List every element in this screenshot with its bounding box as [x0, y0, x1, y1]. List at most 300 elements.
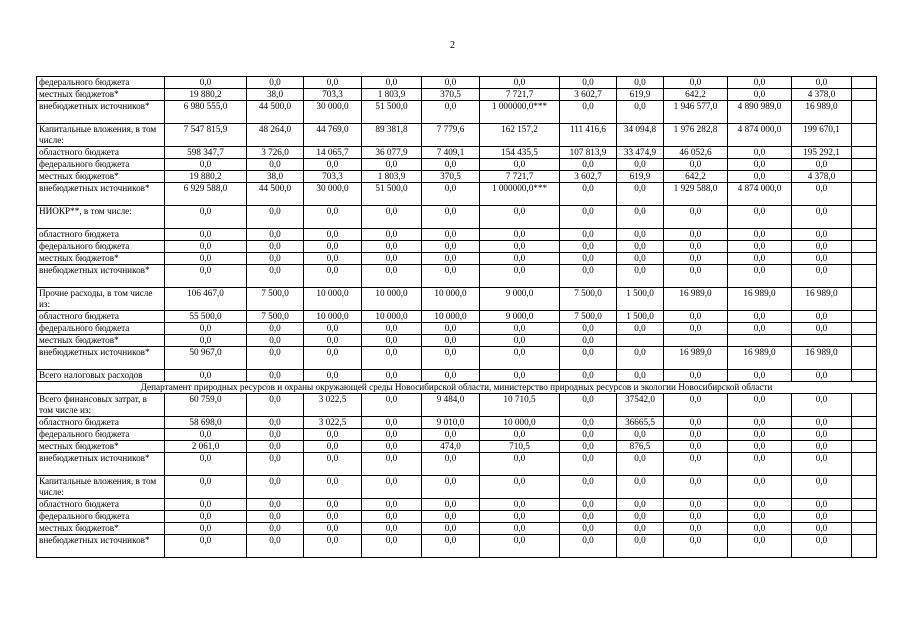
value-cell: 0,0: [728, 206, 792, 229]
row-label: областного бюджета: [37, 229, 165, 241]
value-cell: 10 000,0: [362, 311, 422, 323]
value-cell: 0,0: [728, 229, 792, 241]
value-cell: 0,0: [728, 241, 792, 253]
value-cell: 0,0: [728, 535, 792, 558]
value-cell: [852, 241, 877, 253]
row-label: внебюджетных источников*: [37, 265, 165, 288]
value-cell: 199 670,1: [792, 124, 852, 147]
value-cell: 0,0: [362, 453, 422, 476]
value-cell: 0,0: [247, 535, 304, 558]
value-cell: [852, 206, 877, 229]
value-cell: 0,0: [165, 453, 247, 476]
value-cell: 0,0: [362, 323, 422, 335]
value-cell: 0,0: [728, 370, 792, 382]
value-cell: 0,0: [664, 77, 728, 89]
value-cell: 0,0: [728, 417, 792, 429]
value-cell: 0,0: [362, 523, 422, 535]
value-cell: 0,0: [304, 229, 362, 241]
value-cell: 0,0: [560, 206, 617, 229]
value-cell: 370,5: [422, 171, 480, 183]
value-cell: 1 500,0: [617, 311, 664, 323]
value-cell: 0,0: [362, 253, 422, 265]
value-cell: 0,0: [664, 394, 728, 417]
table-row: [37, 101, 877, 124]
value-cell: 0,0: [560, 394, 617, 417]
table-row: [37, 370, 877, 382]
value-cell: 37542,0: [617, 394, 664, 417]
table-row: [37, 241, 877, 253]
value-cell: 474,0: [422, 441, 480, 453]
value-cell: 0,0: [247, 511, 304, 523]
value-cell: 1 803,9: [362, 89, 422, 101]
value-cell: 154 435,5: [480, 147, 560, 159]
value-cell: [852, 394, 877, 417]
value-cell: 10 000,0: [304, 288, 362, 311]
value-cell: 0,0: [728, 265, 792, 288]
value-cell: 0,0: [560, 535, 617, 558]
table-row: [37, 89, 877, 101]
value-cell: 0,0: [560, 441, 617, 453]
value-cell: 0,0: [664, 453, 728, 476]
table-row: [37, 347, 877, 370]
row-label: федерального бюджета: [37, 77, 165, 89]
value-cell: 0,0: [480, 241, 560, 253]
value-cell: [852, 159, 877, 171]
value-cell: 0,0: [792, 370, 852, 382]
value-cell: 642,2: [664, 89, 728, 101]
row-label: Всего налоговых расходов: [37, 370, 165, 382]
value-cell: 0,0: [362, 370, 422, 382]
value-cell: 0,0: [560, 101, 617, 124]
value-cell: 0,0: [792, 429, 852, 441]
value-cell: 0,0: [165, 370, 247, 382]
value-cell: 0,0: [617, 229, 664, 241]
row-label: федерального бюджета: [37, 159, 165, 171]
value-cell: 0,0: [422, 265, 480, 288]
value-cell: [852, 77, 877, 89]
value-cell: [852, 535, 877, 558]
value-cell: 10 000,0: [304, 311, 362, 323]
value-cell: 0,0: [617, 347, 664, 370]
value-cell: 0,0: [728, 159, 792, 171]
value-cell: 0,0: [247, 347, 304, 370]
value-cell: 0,0: [664, 429, 728, 441]
value-cell: 0,0: [664, 311, 728, 323]
value-cell: 89 381,8: [362, 124, 422, 147]
value-cell: [852, 476, 877, 499]
value-cell: 0,0: [480, 499, 560, 511]
value-cell: [852, 499, 877, 511]
value-cell: [852, 288, 877, 311]
value-cell: [852, 417, 877, 429]
value-cell: 0,0: [362, 394, 422, 417]
value-cell: [792, 335, 852, 347]
value-cell: 0,0: [664, 417, 728, 429]
table-row: [37, 429, 877, 441]
value-cell: 0,0: [304, 453, 362, 476]
value-cell: 0,0: [247, 441, 304, 453]
value-cell: 0,0: [247, 229, 304, 241]
value-cell: 0,0: [617, 535, 664, 558]
value-cell: 38,0: [247, 89, 304, 101]
value-cell: 0,0: [792, 441, 852, 453]
value-cell: 0,0: [792, 323, 852, 335]
value-cell: 0,0: [664, 241, 728, 253]
value-cell: 0,0: [560, 476, 617, 499]
value-cell: [852, 183, 877, 206]
value-cell: 0,0: [728, 441, 792, 453]
value-cell: 0,0: [560, 523, 617, 535]
value-cell: 44 769,0: [304, 124, 362, 147]
value-cell: 0,0: [422, 499, 480, 511]
row-label: местных бюджетов*: [37, 335, 165, 347]
section-title: Департамент природных ресурсов и охраны окружающей среды Новосибирской области, министерство природных ресурсов и экологии Новосибирской области: [37, 382, 877, 394]
value-cell: 0,0: [792, 241, 852, 253]
value-cell: 0,0: [422, 335, 480, 347]
table-row: [37, 147, 877, 159]
value-cell: 0,0: [422, 453, 480, 476]
value-cell: 30 000,0: [304, 101, 362, 124]
value-cell: 0,0: [664, 499, 728, 511]
value-cell: 0,0: [362, 535, 422, 558]
row-label: Всего финансовых затрат, в том числе из:: [37, 394, 165, 417]
value-cell: 0,0: [728, 394, 792, 417]
row-label: федерального бюджета: [37, 241, 165, 253]
value-cell: 0,0: [617, 453, 664, 476]
value-cell: 48 264,0: [247, 124, 304, 147]
value-cell: [852, 311, 877, 323]
value-cell: 0,0: [165, 535, 247, 558]
value-cell: 0,0: [247, 394, 304, 417]
value-cell: 0,0: [617, 265, 664, 288]
value-cell: 0,0: [664, 370, 728, 382]
value-cell: 0,0: [792, 523, 852, 535]
value-cell: 0,0: [362, 347, 422, 370]
value-cell: 0,0: [617, 499, 664, 511]
value-cell: 0,0: [560, 159, 617, 171]
table-row: [37, 288, 877, 311]
value-cell: 0,0: [480, 511, 560, 523]
value-cell: 0,0: [247, 253, 304, 265]
value-cell: [852, 253, 877, 265]
table-row: [37, 499, 877, 511]
value-cell: 162 157,2: [480, 124, 560, 147]
value-cell: 0,0: [792, 183, 852, 206]
value-cell: 0,0: [728, 171, 792, 183]
value-cell: 0,0: [422, 323, 480, 335]
value-cell: 0,0: [247, 417, 304, 429]
value-cell: 0,0: [362, 206, 422, 229]
value-cell: 703,3: [304, 171, 362, 183]
value-cell: 0,0: [247, 499, 304, 511]
table-row: [37, 229, 877, 241]
value-cell: 0,0: [617, 159, 664, 171]
value-cell: 111 416,6: [560, 124, 617, 147]
value-cell: 4 874 000,0: [728, 183, 792, 206]
value-cell: 0,0: [304, 253, 362, 265]
value-cell: 0,0: [480, 229, 560, 241]
value-cell: 0,0: [480, 453, 560, 476]
table-row: [37, 206, 877, 229]
value-cell: [852, 370, 877, 382]
value-cell: 0,0: [304, 499, 362, 511]
row-label: федерального бюджета: [37, 323, 165, 335]
value-cell: [728, 335, 792, 347]
value-cell: 0,0: [362, 241, 422, 253]
value-cell: 4 378,0: [792, 89, 852, 101]
section-row: [37, 382, 877, 394]
value-cell: 38,0: [247, 171, 304, 183]
value-cell: 0,0: [792, 476, 852, 499]
value-cell: 0,0: [728, 311, 792, 323]
value-cell: 0,0: [247, 335, 304, 347]
value-cell: 1 803,9: [362, 171, 422, 183]
value-cell: 0,0: [617, 511, 664, 523]
value-cell: 44 500,0: [247, 101, 304, 124]
value-cell: [852, 335, 877, 347]
value-cell: 0,0: [304, 535, 362, 558]
value-cell: 0,0: [480, 429, 560, 441]
value-cell: 0,0: [304, 206, 362, 229]
value-cell: 0,0: [165, 265, 247, 288]
value-cell: 3 602,7: [560, 89, 617, 101]
value-cell: 0,0: [728, 523, 792, 535]
row-label: Капитальные вложения, в том числе:: [37, 476, 165, 499]
table-row: [37, 171, 877, 183]
value-cell: 0,0: [304, 335, 362, 347]
value-cell: 0,0: [304, 323, 362, 335]
value-cell: 0,0: [792, 229, 852, 241]
value-cell: 0,0: [304, 159, 362, 171]
value-cell: 16 989,0: [664, 288, 728, 311]
value-cell: [664, 335, 728, 347]
value-cell: 7 409,1: [422, 147, 480, 159]
value-cell: 370,5: [422, 89, 480, 101]
value-cell: 0,0: [560, 335, 617, 347]
value-cell: 7 500,0: [560, 311, 617, 323]
value-cell: 0,0: [617, 183, 664, 206]
value-cell: [852, 229, 877, 241]
value-cell: 16 989,0: [728, 288, 792, 311]
row-label: Прочие расходы, в том числе из:: [37, 288, 165, 311]
value-cell: 0,0: [560, 241, 617, 253]
value-cell: 0,0: [362, 335, 422, 347]
value-cell: 16 989,0: [664, 347, 728, 370]
table-row: [37, 394, 877, 417]
value-cell: 0,0: [792, 253, 852, 265]
value-cell: 0,0: [728, 253, 792, 265]
value-cell: 0,0: [664, 253, 728, 265]
value-cell: 19 880,2: [165, 89, 247, 101]
value-cell: 36 077,9: [362, 147, 422, 159]
row-label: местных бюджетов*: [37, 253, 165, 265]
table-row: [37, 323, 877, 335]
value-cell: 58 698,0: [165, 417, 247, 429]
value-cell: 36665,5: [617, 417, 664, 429]
value-cell: 30 000,0: [304, 183, 362, 206]
value-cell: 0,0: [362, 77, 422, 89]
value-cell: 0,0: [165, 511, 247, 523]
value-cell: 0,0: [304, 476, 362, 499]
value-cell: 44 500,0: [247, 183, 304, 206]
value-cell: 0,0: [792, 535, 852, 558]
value-cell: 0,0: [560, 499, 617, 511]
value-cell: 0,0: [247, 370, 304, 382]
value-cell: 6 929 588,0: [165, 183, 247, 206]
row-label: местных бюджетов*: [37, 89, 165, 101]
value-cell: [852, 171, 877, 183]
value-cell: 0,0: [422, 370, 480, 382]
value-cell: 0,0: [480, 206, 560, 229]
value-cell: [852, 101, 877, 124]
table-row: [37, 183, 877, 206]
value-cell: 7 779,6: [422, 124, 480, 147]
value-cell: 0,0: [165, 323, 247, 335]
value-cell: 3 022,5: [304, 417, 362, 429]
value-cell: 0,0: [304, 370, 362, 382]
row-label: федерального бюджета: [37, 511, 165, 523]
value-cell: 0,0: [617, 77, 664, 89]
value-cell: 0,0: [362, 159, 422, 171]
value-cell: 0,0: [792, 311, 852, 323]
value-cell: 3 602,7: [560, 171, 617, 183]
value-cell: 0,0: [304, 511, 362, 523]
value-cell: 0,0: [422, 206, 480, 229]
value-cell: 0,0: [792, 511, 852, 523]
value-cell: 0,0: [617, 370, 664, 382]
value-cell: 0,0: [728, 429, 792, 441]
value-cell: 0,0: [792, 453, 852, 476]
value-cell: 4 890 989,0: [728, 101, 792, 124]
value-cell: 0,0: [304, 265, 362, 288]
value-cell: 0,0: [247, 453, 304, 476]
value-cell: [852, 147, 877, 159]
value-cell: 0,0: [560, 77, 617, 89]
value-cell: 0,0: [165, 241, 247, 253]
value-cell: 107 813,9: [560, 147, 617, 159]
value-cell: 0,0: [362, 265, 422, 288]
value-cell: 0,0: [664, 511, 728, 523]
value-cell: 0,0: [362, 429, 422, 441]
table-row: [37, 417, 877, 429]
value-cell: 876,5: [617, 441, 664, 453]
value-cell: 0,0: [165, 523, 247, 535]
budget-table: [36, 76, 877, 558]
page-number: 2: [450, 40, 455, 51]
value-cell: 4 874 000,0: [728, 124, 792, 147]
value-cell: 0,0: [480, 253, 560, 265]
row-label: внебюджетных источников*: [37, 101, 165, 124]
value-cell: 0,0: [480, 347, 560, 370]
value-cell: 51 500,0: [362, 101, 422, 124]
value-cell: 0,0: [664, 159, 728, 171]
value-cell: 0,0: [165, 77, 247, 89]
table-row: [37, 265, 877, 288]
value-cell: 0,0: [792, 265, 852, 288]
value-cell: 0,0: [422, 511, 480, 523]
value-cell: 3 022,5: [304, 394, 362, 417]
row-label: внебюджетных источников*: [37, 347, 165, 370]
value-cell: 0,0: [304, 241, 362, 253]
value-cell: 0,0: [362, 511, 422, 523]
value-cell: 0,0: [304, 429, 362, 441]
table-row: [37, 523, 877, 535]
value-cell: 0,0: [617, 429, 664, 441]
value-cell: 0,0: [664, 229, 728, 241]
value-cell: 0,0: [560, 511, 617, 523]
value-cell: 9 000,0: [480, 288, 560, 311]
value-cell: 0,0: [480, 265, 560, 288]
row-label: областного бюджета: [37, 311, 165, 323]
value-cell: 0,0: [165, 429, 247, 441]
value-cell: 0,0: [165, 206, 247, 229]
value-cell: 0,0: [617, 523, 664, 535]
value-cell: 0,0: [165, 229, 247, 241]
value-cell: 7 500,0: [247, 288, 304, 311]
value-cell: 0,0: [560, 323, 617, 335]
value-cell: 0,0: [422, 535, 480, 558]
value-cell: 4 378,0: [792, 171, 852, 183]
value-cell: 710,5: [480, 441, 560, 453]
value-cell: 10 710,5: [480, 394, 560, 417]
value-cell: 0,0: [480, 523, 560, 535]
value-cell: 0,0: [728, 476, 792, 499]
value-cell: 9 010,0: [422, 417, 480, 429]
value-cell: 0,0: [728, 499, 792, 511]
value-cell: [852, 511, 877, 523]
value-cell: 9 000,0: [480, 311, 560, 323]
value-cell: 1 946 577,0: [664, 101, 728, 124]
value-cell: 60 759,0: [165, 394, 247, 417]
value-cell: 0,0: [422, 77, 480, 89]
value-cell: 16 989,0: [792, 288, 852, 311]
value-cell: 0,0: [728, 453, 792, 476]
value-cell: 0,0: [728, 89, 792, 101]
row-label: НИОКР**, в том числе:: [37, 206, 165, 229]
value-cell: 7 500,0: [247, 311, 304, 323]
value-cell: [852, 441, 877, 453]
value-cell: 0,0: [362, 229, 422, 241]
value-cell: 0,0: [480, 159, 560, 171]
value-cell: 0,0: [617, 206, 664, 229]
table-row: [37, 124, 877, 147]
value-cell: 0,0: [422, 253, 480, 265]
value-cell: 0,0: [422, 347, 480, 370]
value-cell: 0,0: [792, 499, 852, 511]
value-cell: 1 976 282,8: [664, 124, 728, 147]
value-cell: 0,0: [728, 323, 792, 335]
value-cell: 0,0: [247, 523, 304, 535]
value-cell: 55 500,0: [165, 311, 247, 323]
value-cell: 0,0: [560, 429, 617, 441]
value-cell: 0,0: [480, 370, 560, 382]
value-cell: 598 347,7: [165, 147, 247, 159]
value-cell: 0,0: [422, 241, 480, 253]
value-cell: 0,0: [247, 265, 304, 288]
value-cell: 0,0: [165, 335, 247, 347]
value-cell: 642,2: [664, 171, 728, 183]
value-cell: 0,0: [362, 441, 422, 453]
value-cell: 0,0: [792, 394, 852, 417]
value-cell: 0,0: [247, 429, 304, 441]
row-label: областного бюджета: [37, 417, 165, 429]
value-cell: 1 929 588,0: [664, 183, 728, 206]
row-label: местных бюджетов*: [37, 441, 165, 453]
value-cell: 0,0: [617, 101, 664, 124]
value-cell: 0,0: [617, 241, 664, 253]
value-cell: 0,0: [480, 77, 560, 89]
table-row: [37, 441, 877, 453]
